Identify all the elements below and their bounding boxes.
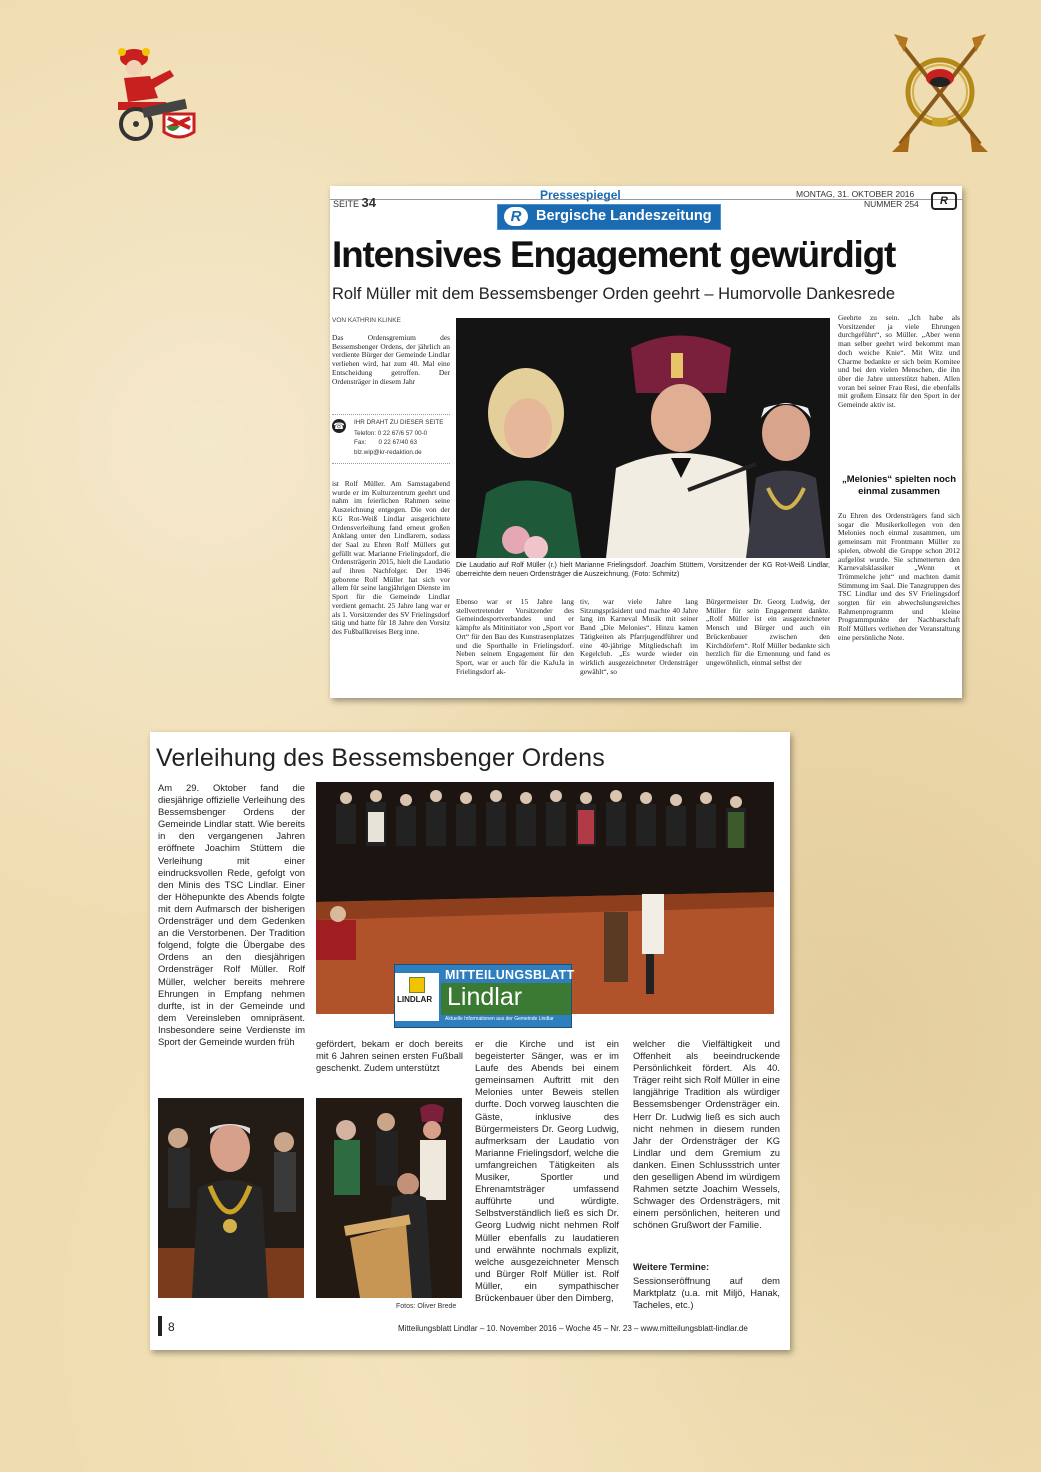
contact-email: blz.wip@kr-redaktion.de (354, 449, 422, 456)
bulletin-page-number: 8 (168, 1320, 175, 1334)
bulletin-page (150, 732, 790, 1350)
kg-jester-logo (106, 40, 202, 144)
mitteilungsblatt-logo (394, 964, 575, 1028)
article-column-1: ist Rolf Müller. Am Samstagabend wurde er im Kulturzentrum geehrt und nahm im feierlichen Rahmen seine Auszeichnung entgegen. Die von der KG Rot-Weiß Lindlar ausgerichtete Ordensverleihung fand erneut großen Anklang unter den Lindlarern, sodass der Saal zu Ehren Rolf Müllers gut gefüllt war. Marianne Frielingsdorf, die Ordensträgerin 2015, hielt die Laudatio auf ihren Nachfolger. Der 1946 geborene Rolf Müller hat sich vor allem für seine langjährigen Dienste im Sport für die Gemeinde Lindlar verdient gemacht. 25 Jahre lang war er als 1. Vorsitzender des SV Frielingsdorf tätig und hatte für 18 Jahre den Vorsitz des Fußballkreises Berg inne. (332, 480, 450, 636)
honoree-photo (158, 1098, 304, 1298)
contact-phone: Telefon: 0 22 67/6 57 00-0 (354, 430, 428, 437)
lindlar-logo-box (395, 973, 439, 1021)
byline: VON KATHRIN KLINKE (332, 317, 401, 324)
melonies-subhead: „Melonies“ spielten noch einmal zusammen (841, 474, 957, 497)
bulletin-headline: Verleihung des Bessemsbenger Ordens (156, 744, 605, 772)
bulletin-text-col-2: gefördert, bekam er doch bereits mit 6 Jahren seinen ersten Fußball geschenkt. Zudem unterstützt (316, 1038, 463, 1074)
photo-credit: Fotos: Oliver Brede (396, 1303, 457, 1310)
subheadline: Rolf Müller mit dem Bessemsbenger Orden geehrt – Humorvolle Dankesrede (332, 285, 896, 303)
article-column-2: Ebenso war er 15 Jahre lang stellvertretender Vorsitzender des Gemeindesportverbandes und er kämpfte als Mitinitiator von „Sport vor Ort“ für den Bau des Kunstrasenplatzes und die Sporthalle in Frielingsdorf. Neben seinem Engagement für den Sport, war er auch für die KaJuJa in Frielingsdorf ak- (456, 598, 574, 676)
phone-icon: ☎ (333, 421, 345, 431)
page-number-bar (158, 1316, 162, 1336)
bulletin-text-col-1: Am 29. Oktober fand die diesjährige offizielle Verleihung des Bessemsbenger Ordens der Gemeinde Lindlar statt. Wie bereits in den vergangenen Jahren eröffnete Joachim Stüttem die Verleihung mit einer eindrucksvollen Rede, gefolgt von den Minis des TSC Lindlar. Einer der Höhepunkte des Abends folgte mit dem Aufmarsch der bisherigen Ordensträger und dem Gedenken an die Verstorbenen. Der Tradition folgend, folgte die Übergabe des Ordens an den diesjährigen Ordensträger Rolf Müller. Rolf Müller, welcher bereits mehrere Ehrungen in Empfang nehmen durfte, ist in der Gemeinde und dem Vereinsleben omnipräsent. Insbesondere seine Verdienste im Sport der Gemeinde wurden früh (158, 782, 305, 1047)
page-label: SEITE 34 (333, 195, 376, 210)
weitere-termine-text: Sessionseröffnung auf dem Marktplatz (u.a. mit Miljö, Hanak, Tacheles, etc.) (633, 1275, 780, 1311)
intro-text: Das Ordensgremium des Bessemsbenger Ordens, der jährlich an verdiente Bürger der Gemeinde Lindlar verliehen wird, hat zum 40. Mal eine Entscheidung getroffen. Der Ordensträger in diesem Jahr (332, 333, 450, 386)
crossed-brooms-emblem (892, 34, 988, 152)
weitere-termine-title: Weitere Termine: (633, 1262, 710, 1273)
article-column-4: Bürgermeister Dr. Georg Ludwig, der Müller für sein Engagement dankte. „Rolf Müller ist ein ausgezeichneter Mensch und Bürger und auch ein Brückenbauer zwischen den Kirchdörfern“. Rolf Müller bedankte sich herzlich für die Ernennung und fand es ungewöhnlich, einmal selbst der (706, 598, 830, 667)
bulletin-footer: Mitteilungsblatt Lindlar – 10. November 2016 – Woche 45 – Nr. 23 – www.mitteilungsblatt-lindlar.de (398, 1324, 748, 1333)
mb-name: Lindlar (447, 983, 523, 1011)
contact-title: IHR DRAHT ZU DIESER SEITE (354, 419, 444, 426)
contact-box (332, 414, 450, 464)
contact-fax: Fax: 0 22 67/40 63 (354, 439, 418, 446)
mayor-speech-photo (316, 1098, 462, 1298)
paper-corner-icon: R (931, 192, 957, 210)
pressespiegel-label: Pressespiegel (540, 188, 621, 202)
headline: Intensives Engagement gewürdigt (332, 234, 896, 275)
article-column-right-2: Zu Ehren des Ordensträgers fand sich sogar die Musikerkollegen von den Melonies noch einmal zusammen, um gemeinsam mit Frontmann Müller zu spielen, obwohl die Gruppe schon 2012 aufgelöst wurde. Sie schmetterten den Karnevalsklassiker „Wenn et Trömmelche jeht“ und machten damit Stimmung im Saal. Die Tanzgruppen des TSC Lindlar und des SV Frielingsdorf sorgten für ein abwechslungsreiches Rahmenprogramm und kleine Programmpunkte der Nachbarschaft Rolf Müllers verliehen der Veranstaltung eine persönliche Note. (838, 512, 960, 642)
lindlar-crest-icon (409, 977, 425, 993)
laudatio-photo (456, 318, 830, 558)
newspaper-clipping (330, 186, 962, 698)
article-column-right: Geehrte zu sein. „Ich habe als Vorsitzender ja viele Ehrungen durchgeführt“, so Müller. „Aber wenn man selber geehrt wird bekommt man doch weiche Knie“. Mit Witz und Charme bedankte er sich beim Komitee und bei den vielen Menschen, die ihn über die Jahre unterstützt haben. Allen voran bei seiner Frau Resi, die ebenfalls mit großem Einsatz für den Sport in der Gemeinde aktiv ist. (838, 314, 960, 410)
mb-name-band (441, 983, 571, 1015)
article-column-3: tiv, war viele Jahre lang Sitzungspräsident und machte 40 Jahre lang im Karneval Musik mit seiner Band „Die Melonies“. Hinzu kamen Tätigkeiten als Pfarrjugendführer und eine 40-jährige Mitgliedschaft im Kegelclub. „Es wurde wieder ein wirklich ausgezeichneter Ordensträger gewählt“, so (580, 598, 698, 676)
mb-subtitle: Aktuelle Informationen aus der Gemeinde Lindlar (445, 1016, 554, 1022)
photo-caption: Die Laudatio auf Rolf Müller (r.) hielt Marianne Frielingsdorf. Joachim Stüttem, Vorsitzender der KG Rot-Weiß Lindlar, überreichte dem neuen Ordensträger die Auszeichnung. (Foto: Schmitz) (456, 562, 830, 578)
paper-logo-icon: R (504, 207, 528, 226)
mb-title: MITTEILUNGSBLATT (445, 968, 575, 982)
paper-name: Bergische Landeszeitung (536, 208, 712, 224)
issue-number: NUMMER 254 (864, 199, 919, 209)
lindlar-logo-text: LINDLAR (397, 995, 433, 1004)
page-number: 34 (361, 195, 376, 210)
bulletin-text-col-3: er die Kirche und ist ein begeisterter Sänger, was er im Laufe des Abends bei einem gemeinsamen Auftritt mit den Melonies unter Beweis stellen durfte. Doch vorweg lauschten die Gäste, inklusive des Bürgermeisters Dr. Georg Ludwig, aufmerksam der Laudatio von Marianne Frielingsdorf, welche die umfangreichen Tätigkeiten als Musiker, Sportler und Ehrenamtsträger umfassend aufführte und würdigte. Selbstverständlich ließ es sich Dr. Georg Ludwig nicht nehmen Rolf Müller ebenfalls zu laudatieren und erwähnte nochmals explizit, welche ausgezeichneter Mensch und Bürger Rolf Müller ist. Rolf Müller, ein sympathischer Brückenbauer über den Dimberg, (475, 1038, 619, 1303)
paper-name-banner (497, 204, 721, 230)
bulletin-text-col-4: welcher die Vielfältigkeit und Offenheit als beeindruckende Persönlichkeit fördert. Als 40. Träger reiht sich Rolf Müller in eine langjährige Tradition als würdiger Bessemsbenger Ordensträger ein. Herr Dr. Ludwig ließ es sich auch nicht nehmen in diesem runden Jahr der Ordensträger der KG Lindlar und dem Gremium zu danken. Einen Schlussstrich unter den geselligen Abend im würdigem Rahmen setzte Joachim Wessels, Schwager des Ordensträgers, mit einem persönlichen, heiteren und schönen Grußwort der Familie. (633, 1038, 780, 1231)
issue-date: MONTAG, 31. OKTOBER 2016 (796, 189, 915, 199)
